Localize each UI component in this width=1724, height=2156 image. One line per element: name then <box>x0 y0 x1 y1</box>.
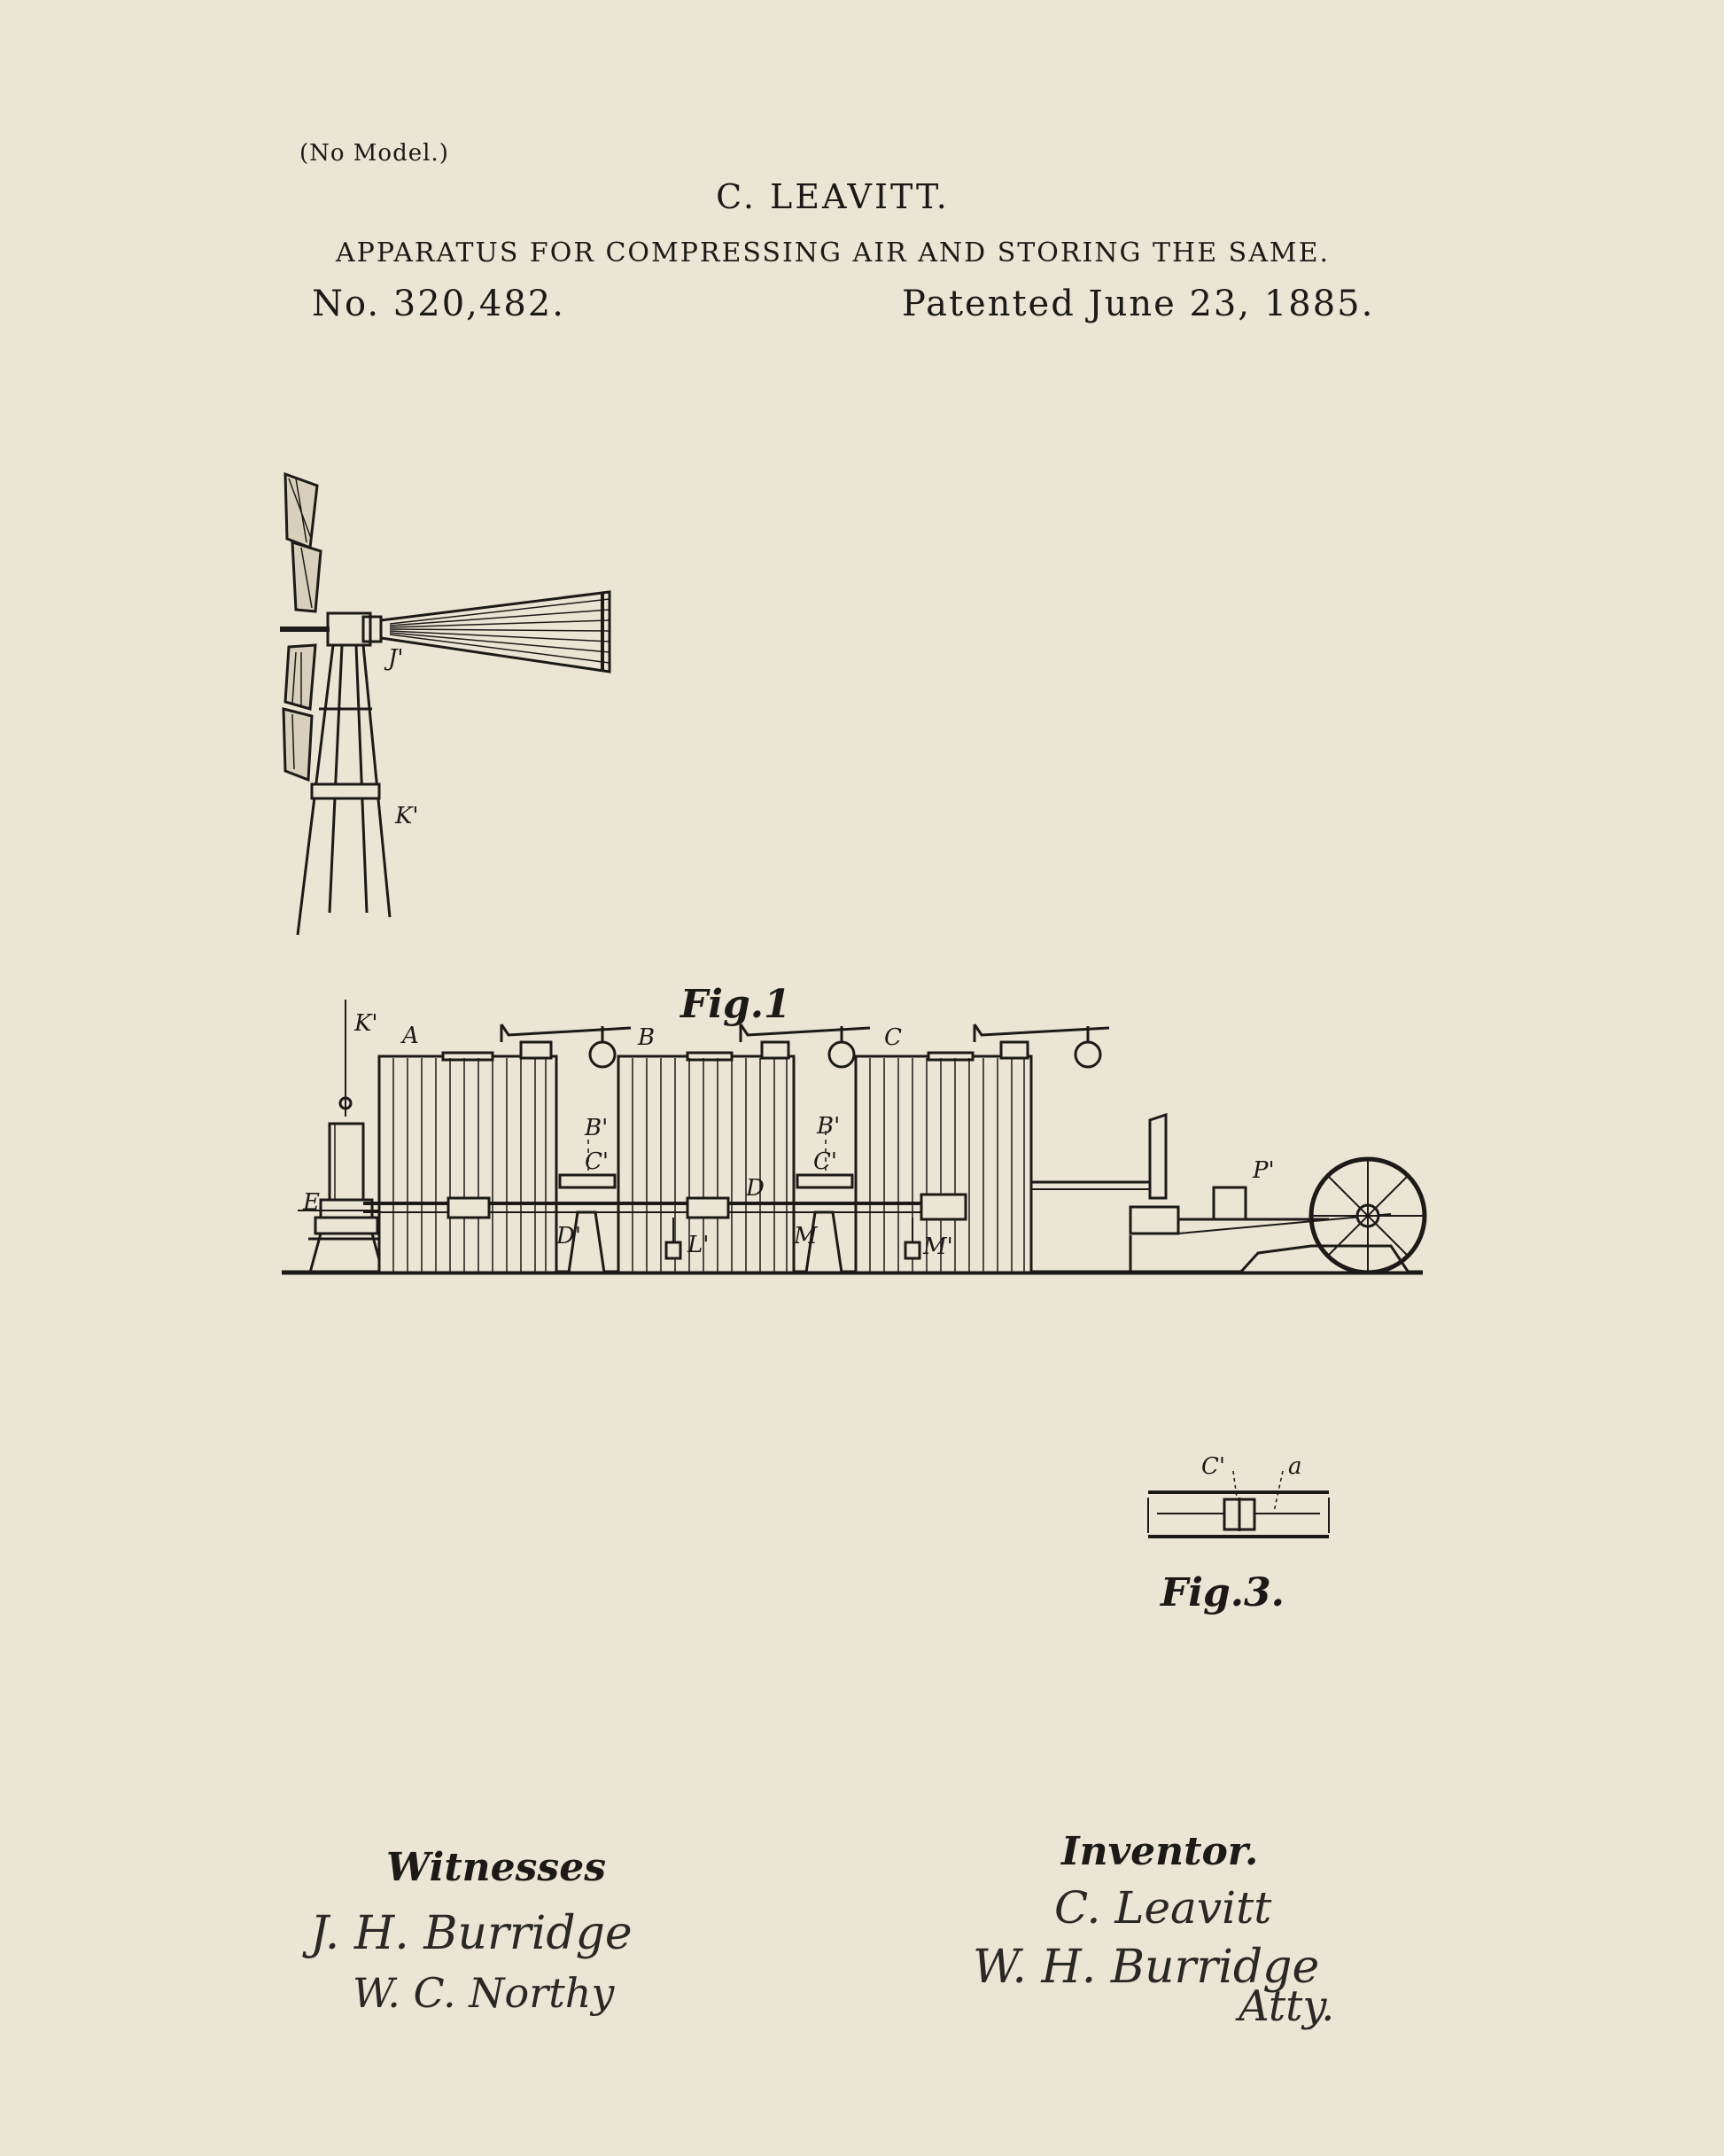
inventor-heading: Inventor. <box>1061 1829 1259 1874</box>
inventor-signature: C. Leavitt <box>1054 1882 1272 1934</box>
label-l1: L' <box>687 1232 710 1258</box>
pump-e-drawing <box>298 1000 386 1273</box>
figure-3-label: Fig.3. <box>1161 1570 1285 1615</box>
fig3-pipe-drawing <box>1148 1471 1329 1537</box>
label-a-fig3: a <box>1288 1453 1302 1480</box>
label-p1: P' <box>1253 1157 1275 1184</box>
label-e: E <box>303 1189 320 1216</box>
label-b: B <box>638 1024 656 1051</box>
witness-signature-1: J. H. Burridge <box>310 1907 633 1960</box>
figure-1-label: Fig.1 <box>680 982 791 1027</box>
label-c: C <box>884 1024 902 1051</box>
label-d: D <box>746 1175 765 1202</box>
patent-number: No. 320,482. <box>312 284 565 324</box>
label-d1: D' <box>556 1223 581 1249</box>
label-k1b: K' <box>354 1010 378 1037</box>
label-m1: M' <box>923 1234 953 1260</box>
label-a: A <box>402 1023 419 1049</box>
inventor-name: C. LEAVITT. <box>716 177 950 216</box>
windmill-drawing <box>280 474 610 935</box>
label-j1: J' <box>388 645 404 672</box>
label-c1b: C' <box>813 1148 838 1175</box>
label-b1b: B' <box>817 1113 841 1140</box>
attorney-label: Atty. <box>1239 1981 1335 2031</box>
witnesses-heading: Witnesses <box>386 1845 606 1890</box>
no-model-label: (No Model.) <box>299 140 449 167</box>
engine-drawing <box>1031 1115 1425 1273</box>
patent-title: APPARATUS FOR COMPRESSING AIR AND STORING THE SAME. <box>335 237 1331 269</box>
label-m: M <box>794 1223 818 1249</box>
label-b1a: B' <box>585 1115 609 1141</box>
tank-c-drawing <box>856 1024 1109 1273</box>
witness-signature-2: W. C. Northy <box>353 1969 615 2017</box>
label-c1a: C' <box>585 1148 610 1175</box>
label-k1: K' <box>395 803 419 829</box>
patent-date: Patented June 23, 1885. <box>902 284 1375 324</box>
attorney-signature: W. H. Burridge <box>973 1941 1320 1994</box>
label-c1c: C' <box>1201 1453 1226 1480</box>
